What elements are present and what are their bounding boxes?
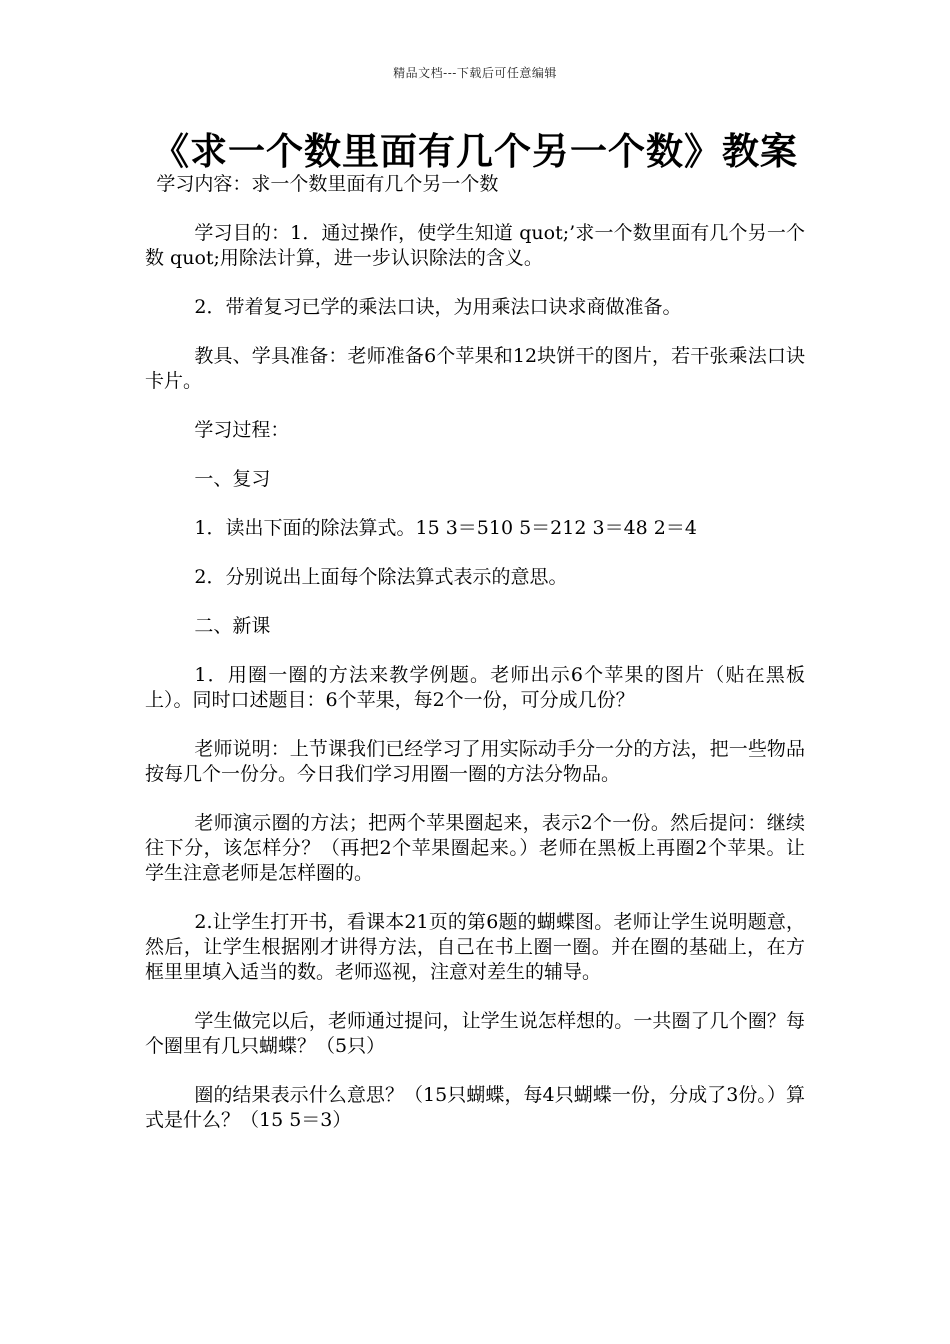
section-heading-new-lesson: 二、新课 <box>194 615 271 637</box>
paragraph-learning-goal-1: 学习目的：1．通过操作，使学生知道 quot;’求一个数里面有几个另一个数 quot;用除法计算，进一步认识除法的含义。 <box>145 222 805 269</box>
paragraph-new-lesson-1: 1．用圈一圈的方法来教学例题。老师出示6个苹果的图片（贴在黑板上）。同时口述题目：6个苹果，每2个一份，可分成几份？ <box>145 664 805 711</box>
paragraph-learning-goal-2: 2．带着复习已学的乘法口诀，为用乘法口诀求商做准备。 <box>194 296 682 318</box>
paragraph-review-2: 2．分别说出上面每个除法算式表示的意思。 <box>194 566 568 588</box>
section-heading-review: 一、复习 <box>194 468 271 490</box>
document-title: 《求一个数里面有几个另一个数》教案 <box>152 130 798 173</box>
paragraph-learning-content: 学习内容：求一个数里面有几个另一个数 <box>156 173 499 195</box>
paragraph-students-finish: 学生做完以后，老师通过提问，让学生说怎样想的。一共圈了几个圈？每个圈里有几只蝴蝶？（5只） <box>145 1010 805 1057</box>
paragraph-review-1: 1．读出下面的除法算式。15 3＝510 5＝212 3＝48 2＝4 <box>194 517 697 539</box>
page-header: 精品文档---下载后可任意编辑 <box>393 66 557 80</box>
paragraph-process-heading: 学习过程： <box>194 419 290 441</box>
document-body <box>145 172 805 1157</box>
paragraph-materials: 教具、学具准备：老师准备6个苹果和12块饼干的图片，若干张乘法口诀卡片。 <box>145 345 805 392</box>
paragraph-teacher-explains: 老师说明：上节课我们已经学习了用实际动手分一分的方法，把一些物品按每几个一份分。今日我们学习用圈一圈的方法分物品。 <box>145 738 805 785</box>
paragraph-result-meaning: 圈的结果表示什么意思？（15只蝴蝶，每4只蝴蝶一份，分成了3份。）算式是什么？（15 5＝3） <box>145 1084 805 1131</box>
paragraph-new-lesson-2: 2.让学生打开书，看课本21页的第6题的蝴蝶图。老师让学生说明题意，然后，让学生根据刚才讲得方法，自己在书上圈一圈。并在圈的基础上，在方框里里填入适当的数。老师巡视，注意对差生的辅导。 <box>145 911 805 983</box>
paragraph-teacher-demo: 老师演示圈的方法；把两个苹果圈起来，表示2个一份。然后提问：继续往下分，该怎样分？（再把2个苹果圈起来。）老师在黑板上再圈2个苹果。让学生注意老师是怎样圈的。 <box>145 812 805 884</box>
